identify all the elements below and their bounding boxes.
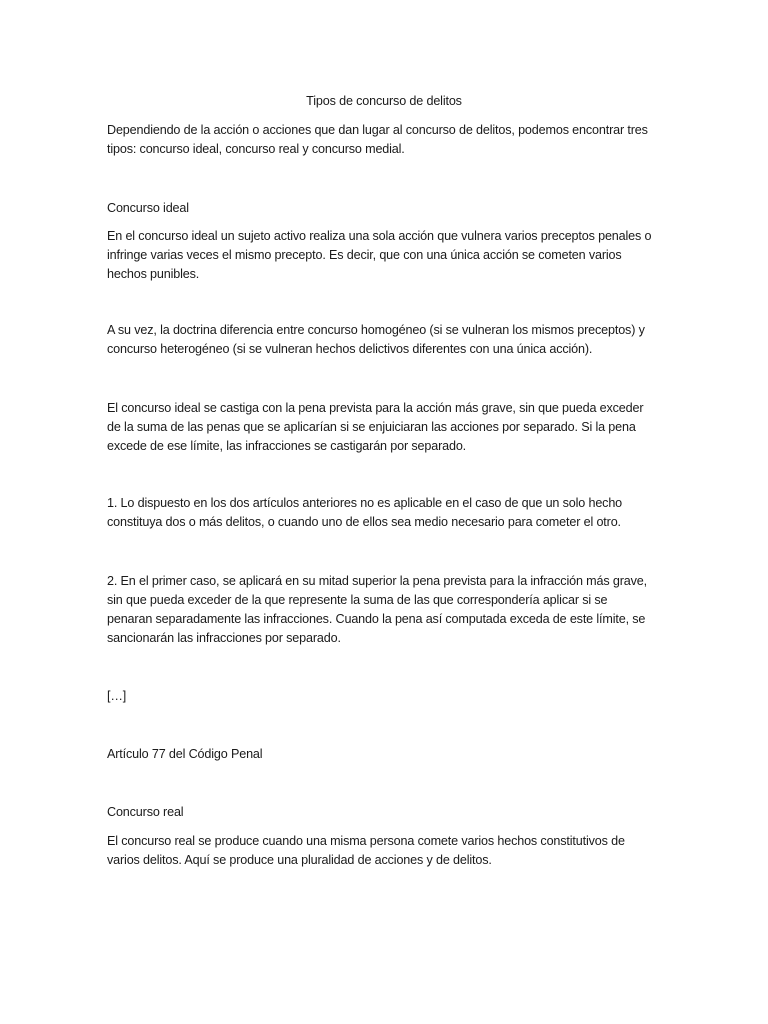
text-line: tipos: concurso ideal, concurso real y concurso medial. — [107, 142, 405, 156]
paragraph — [107, 494, 622, 532]
text-line: infringe varias veces el mismo precepto. Es decir, que con una única acción se cometen varios — [107, 248, 622, 262]
text-line: […] — [107, 689, 127, 703]
intro-paragraph — [107, 121, 648, 159]
text-line: Dependiendo de la acción o acciones que dan lugar al concurso de delitos, podemos encontrar tres — [107, 123, 648, 137]
text-line: En el concurso ideal un sujeto activo realiza una sola acción que vulnera varios preceptos penales o — [107, 229, 652, 243]
text-line: sancionarán las infracciones por separado. — [107, 631, 341, 645]
paragraph — [107, 572, 647, 648]
heading-concurso-ideal — [107, 199, 189, 218]
text-line: de la suma de las penas que se aplicarían si se enjuiciaran las acciones por separado. Si la pena — [107, 420, 636, 434]
text-line: concurso heterogéneo (si se vulneran hechos delictivos diferentes con una única acción). — [107, 342, 593, 356]
text-line: hechos punibles. — [107, 267, 200, 281]
document-title: Tipos de concurso de delitos — [306, 94, 462, 108]
text-line: excede de ese límite, las infracciones se castigarán por separado. — [107, 439, 467, 453]
text-line: 1. Lo dispuesto en los dos artículos anteriores no es aplicable en el caso de que un solo hecho — [107, 496, 623, 510]
citation — [107, 745, 262, 764]
text-line: 2. En el primer caso, se aplicará en su mitad superior la pena prevista para la infracción más grave, — [107, 574, 647, 588]
paragraph — [107, 227, 651, 284]
paragraph — [107, 832, 625, 870]
paragraph — [107, 399, 643, 456]
text-line: Concurso ideal — [107, 201, 189, 215]
text-line: penaran separadamente las infracciones. Cuando la pena así computada exceda de este límite, se — [107, 612, 646, 626]
text-line: sin que pueda exceder de la que represente la suma de las que correspondería aplicar si se — [107, 593, 608, 607]
text-line: A su vez, la doctrina diferencia entre concurso homogéneo (si se vulneran los mismos preceptos) y — [107, 323, 645, 337]
text-line: El concurso ideal se castiga con la pena prevista para la acción más grave, sin que pueda exceder — [107, 401, 644, 415]
text-line: El concurso real se produce cuando una misma persona comete varios hechos constitutivos de — [107, 834, 625, 848]
text-line: constituya dos o más delitos, o cuando uno de ellos sea medio necesario para cometer el otro. — [107, 515, 621, 529]
ellipsis — [107, 687, 126, 706]
heading-concurso-real — [107, 803, 183, 822]
text-line: Concurso real — [107, 805, 184, 819]
text-line: Artículo 77 del Código Penal — [107, 747, 263, 761]
text-line: varios delitos. Aquí se produce una pluralidad de acciones y de delitos. — [107, 853, 492, 867]
paragraph — [107, 321, 645, 359]
